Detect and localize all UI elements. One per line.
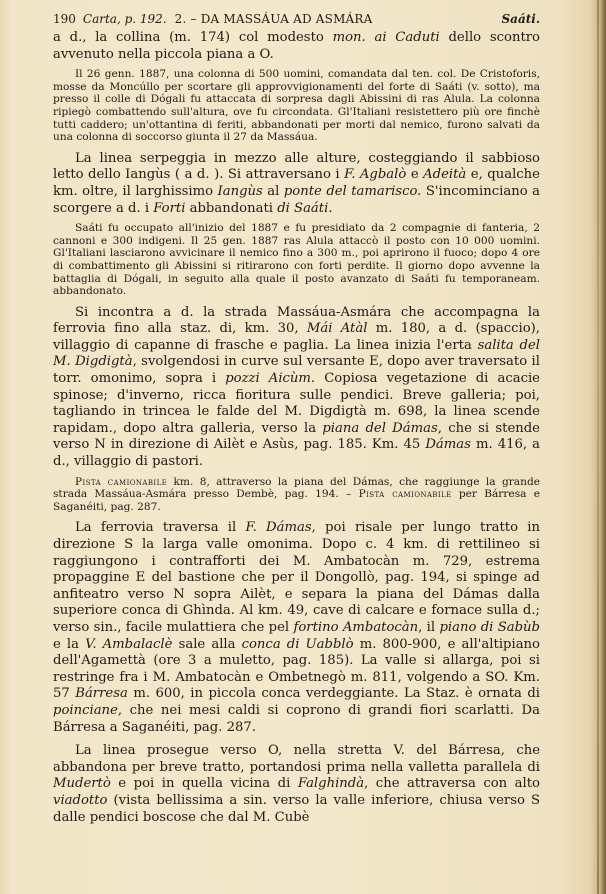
italic-term: piano di Sabùb: [439, 619, 540, 635]
text-run: , che si stende verso N in direzione di Ailèt e Asùs, pag. 185. Km. 45: [53, 420, 540, 453]
italic-term: Falghindà: [297, 776, 365, 792]
text-run: m. 800-900, e all'altipiano dell'Agamettà (ore 3 a muletto, pag. 185). La valle si allarga, poi si restringe fra i M. Ambatocàn e Ombetnegò m. 811, volgendo a SO. Km. 57: [53, 636, 540, 702]
text-run: , che nei mesi caldi si coprono di grandi fiori scarlatti. Da Bárresa a Saganéiti, pag. 287.: [53, 702, 540, 735]
map-reference: Carta, p. 192.: [82, 12, 167, 26]
text-run: sale alla: [172, 636, 242, 652]
text-run: (vista bellissima a sin. verso la valle inferiore, chiusa verso S dalle pendici boscose che dal M. Cubè: [53, 792, 540, 825]
text-run: , il: [418, 619, 440, 635]
page-edge-shadow: [597, 0, 599, 894]
section-title: 2. – DA MASSÁUA AD ASMÁRA: [174, 12, 373, 26]
text-run: e la: [53, 636, 86, 652]
italic-term: F. Dámas: [245, 520, 312, 536]
text-run: La ferrovia traversa il: [75, 520, 246, 536]
body-paragraph: [53, 743, 540, 826]
italic-term: di Saáti.: [277, 200, 333, 216]
body-paragraph: [53, 30, 540, 63]
italic-term: viadotto: [53, 792, 108, 808]
italic-term: conca di Uabblò: [241, 636, 354, 652]
text-run: al: [262, 183, 284, 199]
italic-term: V. Ambalaclè: [85, 636, 173, 652]
text-run: Copiosa vegetazione di acacie spinose; d'inverno, ricca fioritura sulle pendici. Breve galleria; poi, tagliando in trincea le falde del M. Digdigtà m. 698, la linea scende rapidam., dopo altra galleria, verso la: [53, 371, 540, 436]
text-run: , che attraversa con alto: [364, 776, 540, 792]
text-run: m. 180, a d. (spaccio), villaggio di capanne di frasche e paglia. La linea inizia l'erta: [53, 321, 540, 353]
italic-term: poinciane: [53, 702, 118, 718]
text-run: , svolgendosi in curve sul versante E, dopo aver traversato il torr. omonimo, sopra i: [53, 354, 540, 387]
running-header: [53, 10, 540, 30]
italic-term: pozzi Aicùm.: [225, 371, 316, 387]
running-place-name: Saáti.: [501, 12, 540, 26]
text-run: Saáti fu occupato all'inizio del 1887 e fu presidiato da 2 compagnie di fanteria, 2 cannoni e 300 indigeni. Il 25 gen. 1887 ras Alula attaccò il posto con 10 000 uomini. Gl'Italiani lasciarono avvicinare il nemico fino a 300 m., poi aprirono il fuoco; dopo 4 ore di combattimento gli Abissini si ritirarono con forti perdite. Il giorno dopo avvenne la battaglia di Dógali, in seguito alla quale il posto avanzato di Saáti fu temporaneam. abbandonato.: [53, 222, 540, 298]
text-run: La linea serpeggia in mezzo alle alture, costeggiando il sabbioso letto dello Iangùs ( a d. ). Si attraversano i: [53, 150, 540, 183]
italic-term: Mudertò: [53, 776, 111, 792]
text-run: Il 26 genn. 1887, una colonna di 500 uomini, comandata dal ten. col. De Cristoforis, mosse da Moncúllo per scortare gli approvvigionamenti del forte di Saáti (v. sotto), ma presso il colle di Dógali fu attaccata di sorpresa dagli Abissini di ras Alula. La colonna ripiegò combattendo sull'altura, ove fu circondata. Gl'Italiani resistettero più ore finchè tutti caddero; un'ottantina di feriti, abbandonati per morti dal nemico, furono salvati da una colonna di soccorso giunta il 27 da Massáua.: [53, 68, 540, 144]
italic-term: piana del Dámas: [322, 420, 438, 436]
italic-term: Bárresa: [75, 686, 128, 702]
body-text: [53, 30, 540, 826]
text-run: m. 600, in piccola conca verdeggiante. La Staz. è ornata di: [127, 686, 540, 702]
text-run: , poi risale per lungo tratto in direzione S la larga valle omonima. Dopo c. 4 km. di rettilineo si raggiungono i contrafforti dei M. Ambatocàn m. 729, estrema propaggine E del bastione che per il Dongollò, pag. 194, si spinge ad anfiteatro verso N sopra Ailèt, e separa la piana del Dámas dalla superiore conca di Ghìnda. Al km. 49, cave di calcare e fornace sulla d.; verso sin., facile mulattiera che pel: [53, 520, 540, 635]
text-run: a d., la collina (m. 174) col modesto: [53, 30, 333, 45]
page-number: 190: [53, 12, 76, 26]
italic-term: Iangùs: [217, 183, 263, 199]
note-paragraph: [53, 476, 540, 514]
note-paragraph: [53, 68, 540, 144]
italic-term: F. Agbalò: [344, 167, 407, 183]
italic-term: salita del M. Digdigtà: [53, 337, 540, 370]
italic-term: Dámas: [425, 437, 471, 453]
italic-term: fortino Ambatocàn: [293, 619, 419, 635]
italic-term: Forti: [153, 200, 186, 216]
text-run: abbandonati: [185, 200, 278, 216]
text-run: m. 416, a d., villaggio di pastori.: [53, 437, 541, 470]
body-paragraph: [53, 520, 540, 736]
text-run: e: [406, 167, 424, 183]
text-run: km. 8, attraverso la piana del Dámas, che raggiunge la grande strada Massáua-Asmára presso Dembè, pag. 194. –: [53, 475, 540, 501]
text-run: La linea prosegue verso O, nella stretta V. del Bárresa, che abbandona per breve tratto, portandosi prima nella valletta parallela di: [53, 743, 540, 775]
body-paragraph: [53, 151, 540, 217]
text-run: per Bárresa e Saganéiti, pag. 287.: [53, 488, 540, 513]
italic-term: ponte del tamarisco.: [283, 183, 422, 199]
body-paragraph: [53, 305, 540, 471]
text-run: S'incominciano a scorgere a d. i: [53, 183, 541, 216]
text-run: e poi in quella vicina di: [110, 776, 298, 792]
note-paragraph: [53, 222, 540, 298]
text-run: e, qualche km. oltre, il larghissimo: [53, 167, 540, 199]
text-run: dello scontro avvenuto nella piccola piana a O.: [53, 30, 540, 62]
small-caps-term: Pista camionabile: [358, 488, 452, 501]
text-run: Si incontra a d. la strada Massáua-Asmára che accompagna la ferrovia fino alla staz. di, km. 30,: [53, 304, 540, 337]
italic-term: Mái Atàl: [306, 321, 368, 337]
small-caps-term: Pista camionabile: [75, 475, 168, 488]
italic-term: Adeità: [423, 167, 467, 183]
italic-term: mon. ai Caduti: [332, 30, 440, 45]
page-content: [53, 10, 540, 826]
